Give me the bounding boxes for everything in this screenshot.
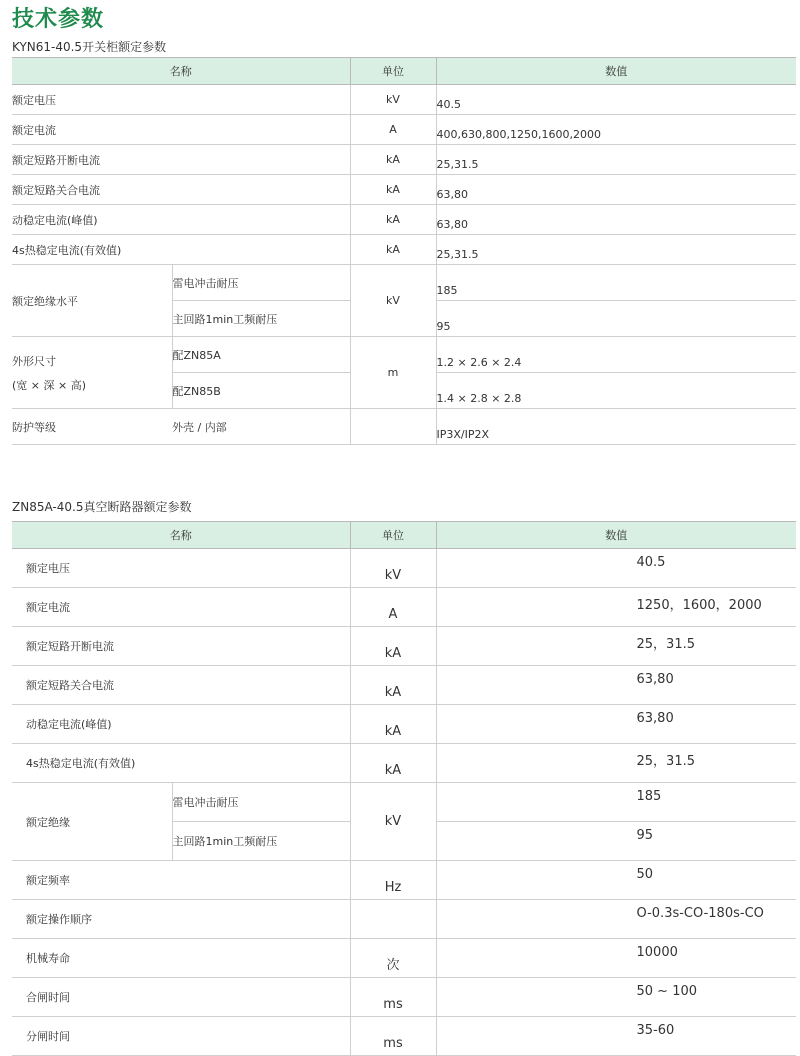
table-row bbox=[12, 145, 796, 175]
param-value: 95 bbox=[436, 822, 796, 861]
param-unit: Hz bbox=[350, 861, 436, 900]
param-value: 35-60 bbox=[436, 1017, 796, 1056]
param-value: 50 bbox=[436, 861, 796, 900]
param-unit: kV bbox=[350, 85, 436, 115]
table-row bbox=[12, 175, 796, 205]
header-name: 名称 bbox=[12, 58, 350, 85]
param-unit: kA bbox=[350, 666, 436, 705]
param-unit bbox=[350, 409, 436, 445]
table2-caption: ZN85A-40.5真空断路器额定参数 bbox=[12, 500, 192, 514]
param-value: 185 bbox=[436, 783, 796, 822]
param-value: 25，31.5 bbox=[436, 627, 796, 666]
table-row bbox=[12, 549, 796, 588]
table-row bbox=[12, 627, 796, 666]
header-unit: 单位 bbox=[350, 522, 436, 549]
header-unit: 单位 bbox=[350, 58, 436, 85]
param-value: 25,31.5 bbox=[436, 235, 796, 265]
param-value: 185 bbox=[436, 265, 796, 301]
table-row bbox=[12, 409, 796, 445]
param-value: 1250，1600，2000 bbox=[436, 588, 796, 627]
param-name: 额定绝缘水平 bbox=[12, 265, 172, 337]
param-name: 合闸时间 bbox=[12, 978, 350, 1017]
param-unit: A bbox=[350, 115, 436, 145]
table1-caption: KYN61-40.5开关柜额定参数 bbox=[12, 40, 167, 54]
param-value: 40.5 bbox=[436, 85, 796, 115]
param-value: 63,80 bbox=[436, 175, 796, 205]
param-name: 额定短路关合电流 bbox=[12, 175, 350, 205]
param-name: 动稳定电流(峰值) bbox=[12, 705, 350, 744]
param-value: 50 ~ 100 bbox=[436, 978, 796, 1017]
header-value: 数值 bbox=[436, 58, 796, 85]
param-unit bbox=[350, 900, 436, 939]
table-row bbox=[12, 265, 796, 301]
param-unit: kA bbox=[350, 744, 436, 783]
header-value: 数值 bbox=[436, 522, 796, 549]
param-unit: kA bbox=[350, 175, 436, 205]
table-row bbox=[12, 705, 796, 744]
param-unit: kV bbox=[350, 549, 436, 588]
param-value: 10000 bbox=[436, 939, 796, 978]
table-row bbox=[12, 115, 796, 145]
param-sub-label: 配ZN85A bbox=[172, 337, 350, 373]
param-unit: kV bbox=[350, 783, 436, 861]
param-name: 防护等级 bbox=[12, 409, 172, 445]
table-row bbox=[12, 337, 796, 373]
zn85a-spec-table bbox=[12, 521, 796, 1056]
param-sub-label: 外壳 / 内部 bbox=[172, 409, 350, 445]
param-name: 4s热稳定电流(有效值) bbox=[12, 744, 350, 783]
param-name: 额定频率 bbox=[12, 861, 350, 900]
param-value: 1.4 × 2.8 × 2.8 bbox=[436, 373, 796, 409]
param-name: 额定短路开断电流 bbox=[12, 145, 350, 175]
param-sub-label: 雷电冲击耐压 bbox=[172, 783, 350, 822]
param-name: 额定短路开断电流 bbox=[12, 627, 350, 666]
param-unit: ms bbox=[350, 978, 436, 1017]
table-row bbox=[12, 1017, 796, 1056]
page-title: 技术参数 bbox=[12, 7, 105, 32]
table-row bbox=[12, 744, 796, 783]
param-name: 4s热稳定电流(有效值) bbox=[12, 235, 350, 265]
param-name: 动稳定电流(峰值) bbox=[12, 205, 350, 235]
param-unit: A bbox=[350, 588, 436, 627]
param-name: 分闸时间 bbox=[12, 1017, 350, 1056]
table-row bbox=[12, 978, 796, 1017]
param-unit: ms bbox=[350, 1017, 436, 1056]
table-row bbox=[12, 235, 796, 265]
table-header-row bbox=[12, 522, 796, 549]
param-unit: kA bbox=[350, 705, 436, 744]
param-value: O-0.3s-CO-180s-CO bbox=[436, 900, 796, 939]
param-value: 95 bbox=[436, 301, 796, 337]
param-unit: m bbox=[350, 337, 436, 409]
kyn61-spec-table bbox=[12, 57, 796, 445]
param-name: 额定电流 bbox=[12, 115, 350, 145]
param-name: 额定短路关合电流 bbox=[12, 666, 350, 705]
param-name: 额定电压 bbox=[12, 85, 350, 115]
param-value: 63,80 bbox=[436, 666, 796, 705]
param-value: 25,31.5 bbox=[436, 145, 796, 175]
param-unit: kA bbox=[350, 145, 436, 175]
header-name: 名称 bbox=[12, 522, 350, 549]
param-value: 63,80 bbox=[436, 205, 796, 235]
param-value: 40.5 bbox=[436, 549, 796, 588]
param-value: 1.2 × 2.6 × 2.4 bbox=[436, 337, 796, 373]
table-row bbox=[12, 588, 796, 627]
table-row bbox=[12, 205, 796, 235]
table-row bbox=[12, 900, 796, 939]
table-row bbox=[12, 783, 796, 822]
param-name: 机械寿命 bbox=[12, 939, 350, 978]
param-unit: kA bbox=[350, 205, 436, 235]
param-name: 额定电流 bbox=[12, 588, 350, 627]
param-unit: 次 bbox=[350, 939, 436, 978]
table-row bbox=[12, 85, 796, 115]
table-row bbox=[12, 861, 796, 900]
param-sub-label: 主回路1min工频耐压 bbox=[172, 822, 350, 861]
table-header-row bbox=[12, 58, 796, 85]
param-name: 额定操作顺序 bbox=[12, 900, 350, 939]
param-value: 63,80 bbox=[436, 705, 796, 744]
param-value: 400,630,800,1250,1600,2000 bbox=[436, 115, 796, 145]
table-row bbox=[12, 666, 796, 705]
param-name: 额定电压 bbox=[12, 549, 350, 588]
param-sub-label: 雷电冲击耐压 bbox=[172, 265, 350, 301]
param-value: IP3X/IP2X bbox=[436, 409, 796, 445]
param-name: 额定绝缘 bbox=[12, 783, 172, 861]
param-unit: kA bbox=[350, 235, 436, 265]
param-sub-label: 主回路1min工频耐压 bbox=[172, 301, 350, 337]
param-unit: kA bbox=[350, 627, 436, 666]
table-row bbox=[12, 939, 796, 978]
param-unit: kV bbox=[350, 265, 436, 337]
param-name-line: 外形尺寸 bbox=[12, 354, 56, 368]
param-value: 25，31.5 bbox=[436, 744, 796, 783]
param-name bbox=[12, 337, 172, 409]
param-name-line: (宽 × 深 × 高) bbox=[12, 378, 87, 392]
param-sub-label: 配ZN85B bbox=[172, 373, 350, 409]
